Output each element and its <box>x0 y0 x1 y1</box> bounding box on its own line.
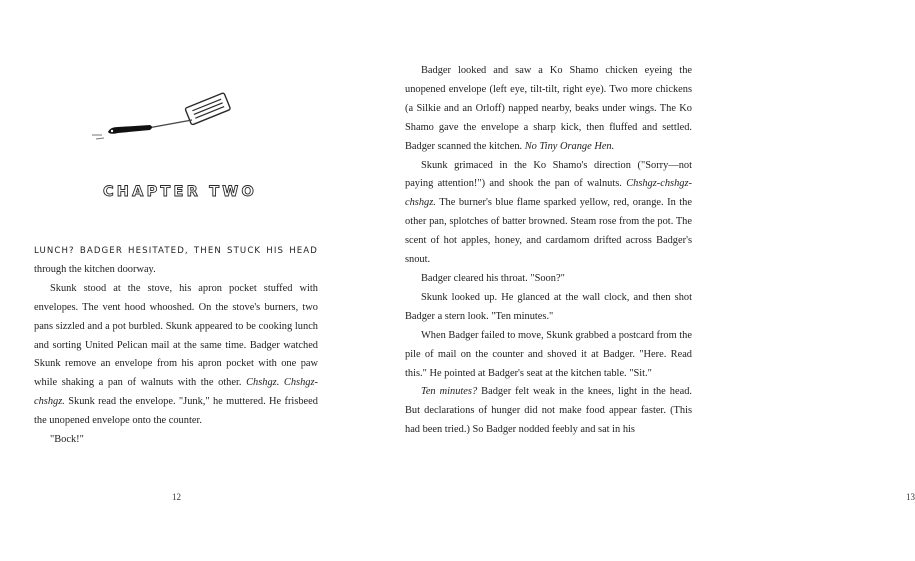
page-number: 12 <box>172 492 181 502</box>
paragraph: Badger cleared his throat. "Soon?" <box>421 272 565 284</box>
paragraph-text: Badger felt weak in the knees, light in the head. But declarations of hunger did not make food appear faster. (This had been tried.) So Badger nodded feebly and sat in his <box>405 386 692 436</box>
paragraph-text: The burner's blue flame sparked yellow, red, orange. In the other pan, splotches of batter browned. Steam rose from the pot. The scent of hot apples, honey, and cardamom drifted across Badger's snout. <box>405 197 692 266</box>
opening-smallcaps: LUNCH? BADGER HESITATED, THEN STUCK HIS HEAD <box>34 246 318 256</box>
paragraph-text: Skunk grimaced in the Ko Shamo's direction ("Sorry—not paying attention!") and shook the pan of walnuts. <box>405 159 692 190</box>
paragraph <box>34 280 318 431</box>
left-page <box>0 0 362 561</box>
paragraph: Skunk looked up. He glanced at the wall clock, and then shot Badger a stern look. "Ten minutes." <box>405 291 692 322</box>
spatula-illustration <box>88 94 248 144</box>
opening-rest: through the kitchen doorway. <box>34 263 156 275</box>
right-body-text <box>405 62 692 440</box>
paragraph-italic: Ten minutes? <box>421 386 478 398</box>
paragraph-text: Skunk read the envelope. "Junk," he muttered. He frisbeed the unopened envelope onto the counter. <box>34 396 318 427</box>
paragraph-italic: Chshgz-chshgz-chshgz. <box>405 178 692 209</box>
paragraph: When Badger failed to move, Skunk grabbed a postcard from the pile of mail on the counter and shoved it at Badger. "Here. Read this." He pointed at Badger's seat at the kitchen table. "Sit." <box>405 329 692 379</box>
paragraph <box>405 157 692 270</box>
opening-paragraph <box>34 242 318 280</box>
paragraph <box>405 383 692 440</box>
page-number: 13 <box>906 492 915 502</box>
paragraph-italic: No Tiny Orange Hen. <box>524 140 615 152</box>
paragraph-text: Badger looked and saw a Ko Shamo chicken eyeing the unopened envelope (left eye, tilt-tilt, right eye). Two more chickens (a Silkie and an Orloff) napped nearby, beaks under wings. The Ko Shamo gave the envelope a sharp kick, then fluffed and settled. Badger scanned the kitchen. <box>405 65 692 152</box>
paragraph-italic: Chshgz. Chshgz-chshgz. <box>34 377 318 408</box>
left-body-text <box>34 242 318 450</box>
chapter-title: CHAPTER TWO <box>102 184 258 200</box>
paragraph-text: Skunk stood at the stove, his apron pocket stuffed with envelopes. The vent hood whooshed. On the stove's burners, two pans sizzled and a pot burbled. Skunk appeared to be cooking lunch and sorting United Pelican mail at the same time. Badger watched Skunk remove an envelope from his apron pocket with one paw while shaking a pan of walnuts with the other. <box>34 282 318 389</box>
paragraph: "Bock!" <box>50 434 84 446</box>
paragraph <box>405 62 692 157</box>
